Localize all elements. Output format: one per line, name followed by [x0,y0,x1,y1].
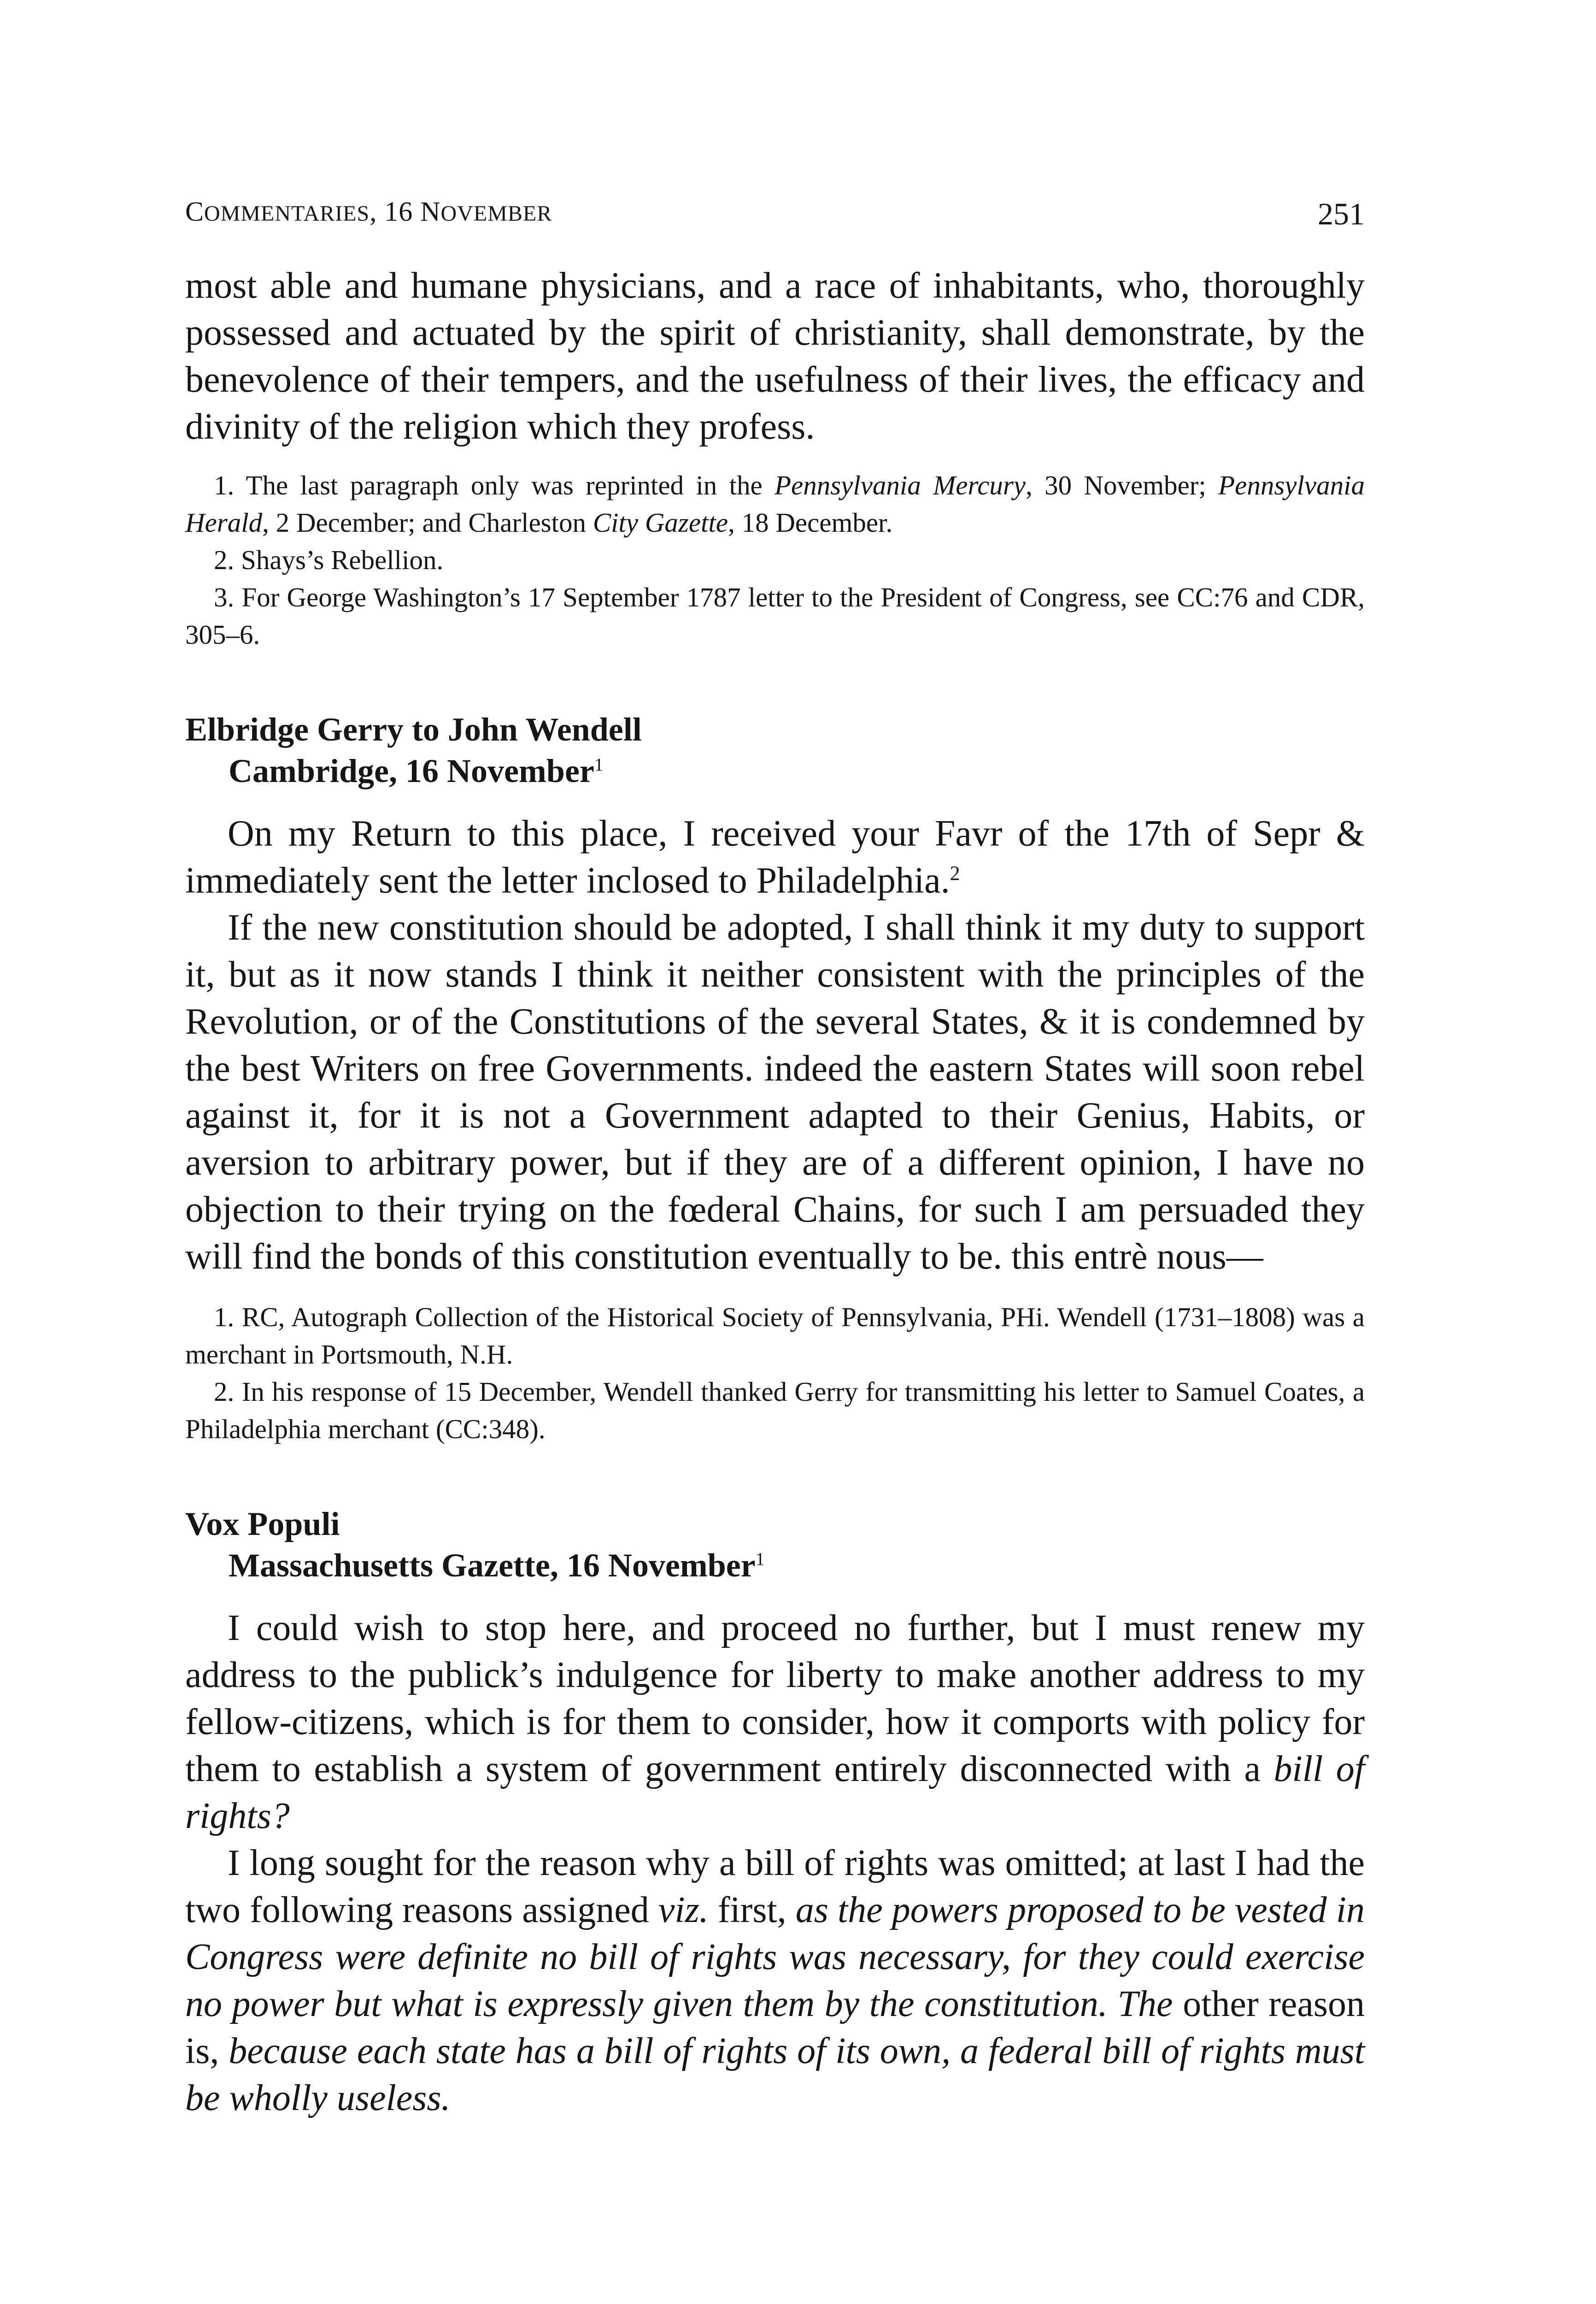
running-head [185,196,1365,237]
gerry-heading [185,709,1365,792]
running-head-initial-c: C [185,196,205,227]
gerry-note-1: 1. RC, Autograph Collection of the Historical Society of Pennsylvania, PHi. Wendell (1731–1808) was a merchant in Portsmouth, N.H. [185,1302,1365,1369]
gerry-notes [185,1299,1365,1448]
opening-note-3: 3. For George Washington’s 17 September 1787 letter to the President of Congress, see CC:76 and CDR, 305–6. [185,582,1365,650]
running-head-title [185,196,552,228]
opening-notes [185,467,1365,653]
footnote-marker: 2 [950,862,960,885]
gerry-note-2: 2. In his response of 15 December, Wendell thanked Gerry for transmitting his letter to Samuel Coates, a Philadelphia merchant (CC:348). [185,1376,1365,1444]
gerry-letter [185,810,1365,1280]
footnote-marker: 1 [594,754,604,775]
vox-heading-subtitle: Massachusetts Gazette, 16 November$^1$ [229,1547,765,1584]
footnote-marker: 1 [755,1549,765,1569]
document-page [185,196,1365,2122]
gerry-paragraph-1: On my Return to this place, I received your Favr of the 17th of Sepr & immediately sent the letter inclosed to Philadelphia.$^2$ [185,813,1365,901]
page-number: 251 [1318,196,1365,231]
running-head-date: , 16 N [370,196,441,227]
vox-article [185,1605,1365,2122]
gerry-paragraph-2: If the new constitution should be adopted, I shall think it my duty to support it, but as it now stands I think it neither consistent with the principles of the Revolution, or of the Constitutions of the several States, & it is condemned by the best Writers on free Governments. indeed the eastern States will soon rebel against it, for it is not a Government adapted to their Genius, Habits, or aversion to arbitrary power, but if they are of a different opinion, I have no objection to their trying on the fœderal Chains, for such I am persuaded they will find the bonds of this constitution eventually to be. this entrè nous— [185,907,1365,1277]
running-head-smallcaps-2: OVEMBER [440,201,552,226]
opening-paragraph-block [185,262,1365,450]
running-head-smallcaps-1: OMMENTARIES [204,201,370,226]
vox-heading-title: Vox Populi [185,1505,340,1542]
vox-paragraph-2: I long sought for the reason why a bill of rights was omitted; at last I had the two following reasons assigned viz. first, as the powers proposed to be vested in Congress were definite no bill of rights was necessary, for they could exercise no power but what is expressly given them by the constitution. The other reason is, because each state has a bill of rights of its own, a federal bill of rights must be wholly useless. [185,1843,1365,2118]
opening-note-1: 1. The last paragraph only was reprinted in the Pennsylvania Mercury, 30 November; Pennsylvania Herald, 2 December; and Charleston City Gazette, 18 December. [185,470,1365,538]
opening-note-2: 2. Shays’s Rebellion. [214,545,444,575]
opening-paragraph: most able and humane physicians, and a race of inhabitants, who, thoroughly possessed and actuated by the spirit of christianity, shall demonstrate, by the benevolence of their tempers, and the usefulness of their lives, the efficacy and divinity of the religion which they profess. [185,265,1365,447]
vox-paragraph-1: I could wish to stop here, and proceed no further, but I must renew my address to the publick’s indulgence for liberty to make another address to my fellow-citizens, which is for them to consider, how it comports with policy for them to establish a system of government entirely disconnected with a bill of rights? [185,1608,1365,1836]
gerry-heading-title: Elbridge Gerry to John Wendell [185,711,642,748]
vox-heading [185,1503,1365,1586]
gerry-heading-subtitle: Cambridge, 16 November$^1$ [229,752,604,789]
